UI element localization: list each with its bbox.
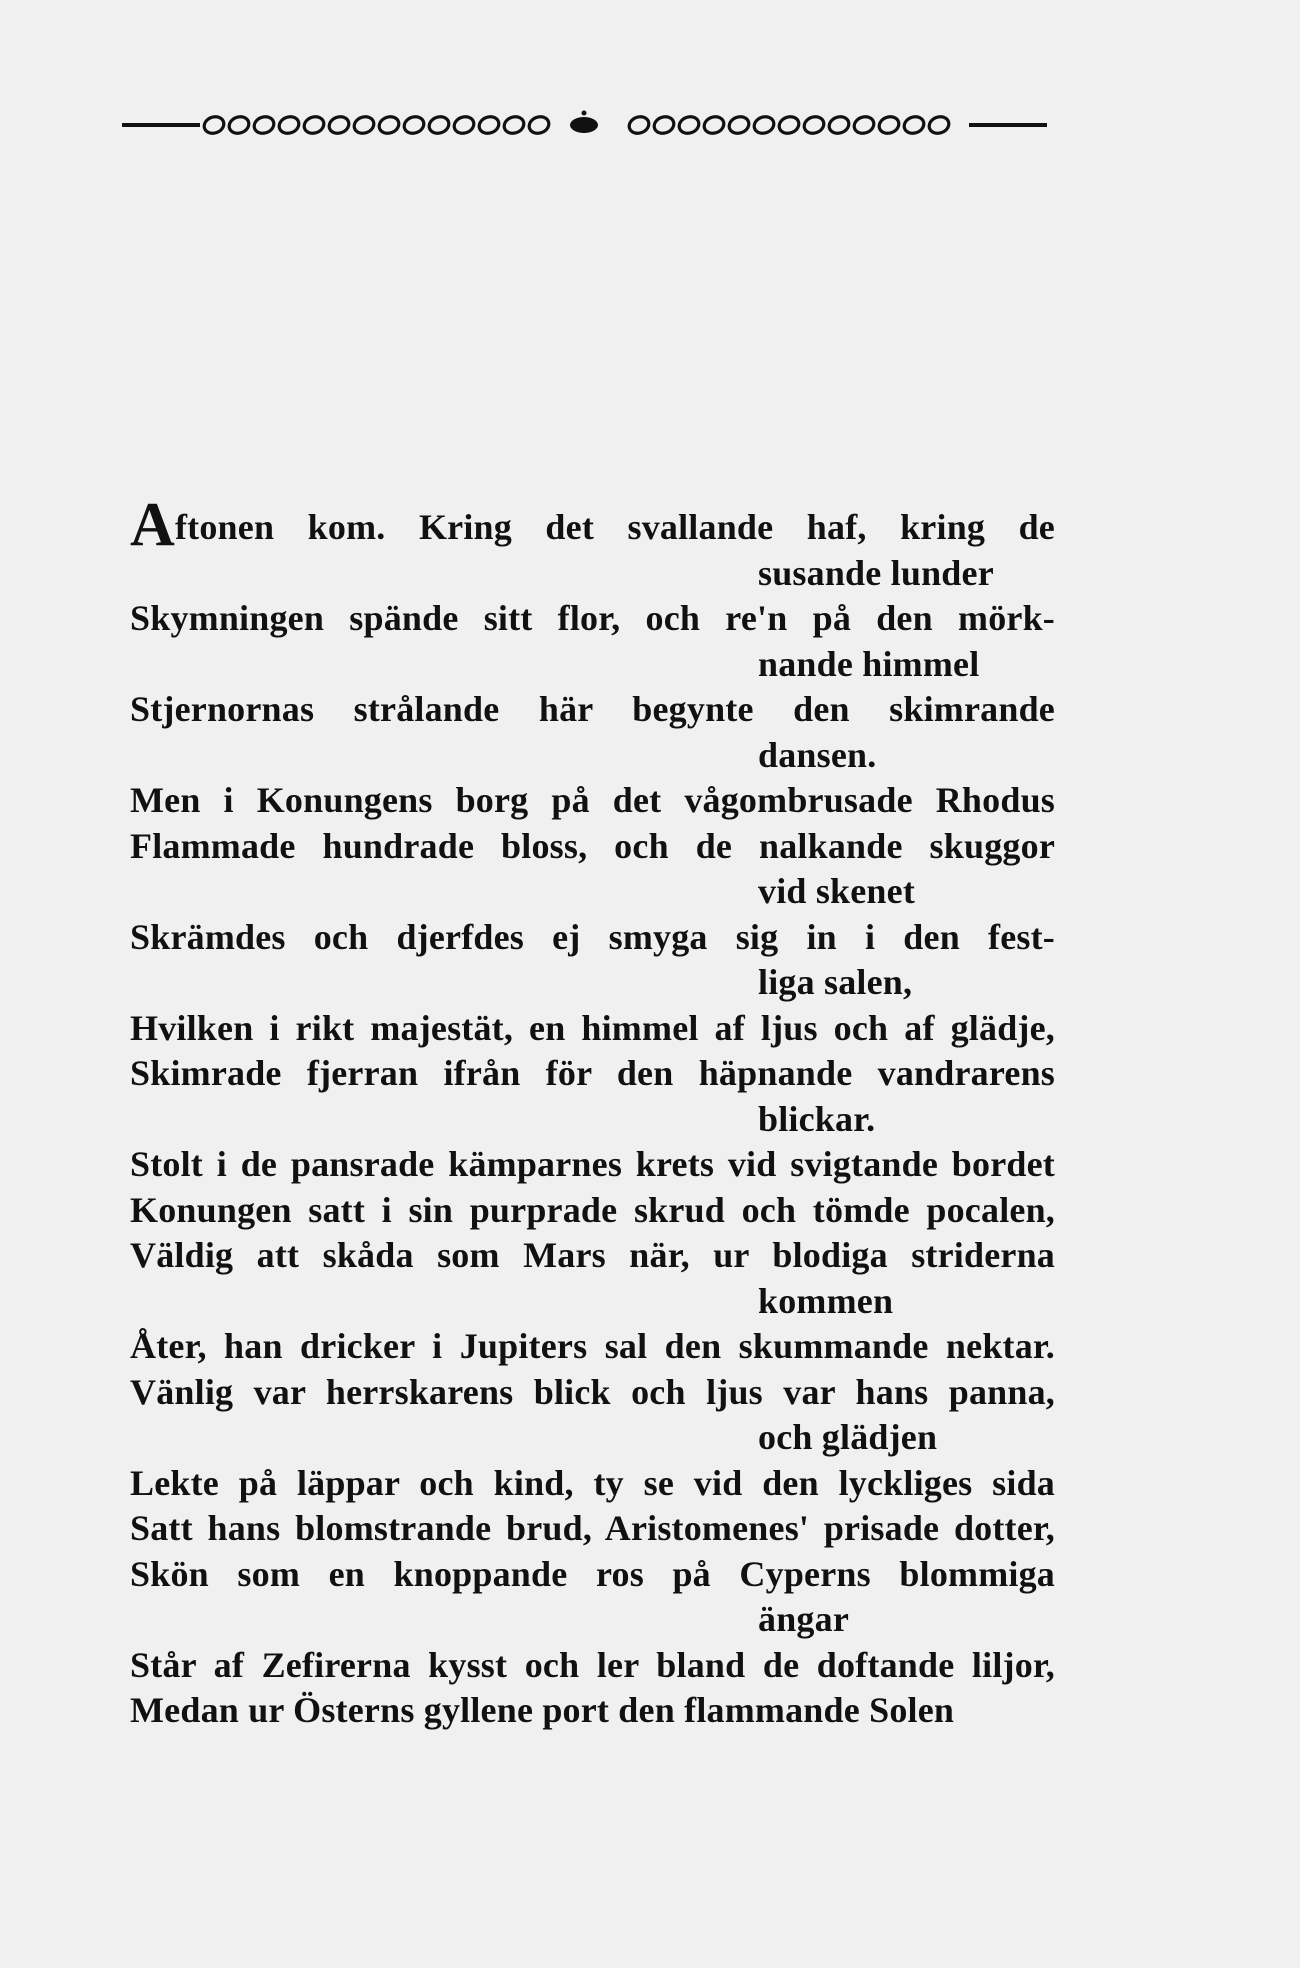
poem-line	[130, 491, 1055, 559]
poem-line	[130, 1051, 1055, 1097]
poem-line	[130, 596, 1055, 642]
chain-link	[402, 114, 426, 136]
chain-link	[852, 114, 876, 136]
chain-link	[202, 114, 226, 136]
poem-line-continuation: liga salen,	[758, 962, 913, 1002]
poem-line-continuation: blickar.	[758, 1098, 876, 1139]
poem-line	[130, 1324, 1055, 1370]
chain-link	[302, 114, 326, 136]
poem-text	[130, 491, 1055, 1734]
poem-line-text: Skimrade fjerran ifrån för den häpnande vandrarens	[130, 1053, 1055, 1093]
poem-line-text: Väldig att skåda som Mars när, ur blodiga striderna	[130, 1235, 1055, 1275]
poem-line	[130, 687, 1055, 733]
chain-link	[477, 114, 501, 136]
poem-line	[130, 1006, 1055, 1052]
poem-line-continuation: vid skenet	[758, 871, 916, 911]
chain-link	[352, 114, 376, 136]
chain-link	[527, 114, 551, 136]
poem-line-text: Hvilken i rikt majestät, en himmel af ljus och af glädje,	[130, 1007, 1055, 1048]
chain-link	[252, 114, 276, 136]
poem-line	[130, 1688, 1055, 1734]
poem-line	[130, 778, 1055, 824]
poem-line-text: Står af Zefirerna kysst och ler bland de doftande liljor,	[130, 1644, 1055, 1685]
chain-link	[752, 114, 776, 136]
chain-link	[452, 114, 476, 136]
chain-link	[702, 114, 726, 136]
chain-link	[502, 114, 526, 136]
chain-link	[877, 114, 901, 136]
chain-link	[227, 114, 251, 136]
chain-link	[277, 114, 301, 136]
poem-line	[130, 1643, 1055, 1689]
chain-link	[727, 114, 751, 136]
poem-line	[130, 1188, 1055, 1234]
ornamental-rule-icon	[122, 110, 1047, 140]
drop-cap: A	[130, 491, 175, 559]
poem-line-text: Skön som en knoppande ros på Cyperns blommiga	[130, 1553, 1055, 1594]
poem-line-text: Stolt i de pansrade kämparnes krets vid svigtande bordet	[130, 1144, 1055, 1184]
poem-line	[130, 915, 1055, 961]
chain-link	[627, 114, 651, 136]
chain-link	[777, 114, 801, 136]
chain-link	[927, 114, 951, 136]
poem-line-text: Medan ur Österns gyllene port den flammande Solen	[130, 1690, 955, 1730]
poem-line	[130, 1142, 1055, 1188]
chain-link	[902, 114, 926, 136]
poem-line-continuation: dansen.	[758, 734, 877, 775]
poem-line-text: Konungen satt i sin purprade skrud och tömde pocalen,	[130, 1189, 1055, 1230]
chain-link	[827, 114, 851, 136]
chain-link	[652, 114, 676, 136]
poem-line-text: Lekte på läppar och kind, ty se vid den lyckliges sida	[130, 1462, 1055, 1503]
poem-line-text: Flammade hundrade bloss, och de nalkande skuggor	[130, 825, 1055, 866]
poem-line-text: ftonen kom. Kring det svallande haf, kring de	[174, 507, 1055, 547]
poem-line	[130, 1461, 1055, 1507]
poem-line-text: Åter, han dricker i Jupiters sal den skummande nektar.	[130, 1326, 1055, 1366]
poem-line	[130, 1233, 1055, 1279]
chain-link	[377, 114, 401, 136]
poem-line-text: Stjernornas strålande här begynte den skimrande	[130, 689, 1055, 729]
chain-link	[427, 114, 451, 136]
poem-line	[130, 824, 1055, 870]
poem-line	[130, 1506, 1055, 1552]
poem-line-continuation: ängar	[758, 1599, 849, 1639]
poem-line-continuation: kommen	[758, 1280, 894, 1321]
poem-line-continuation: och glädjen	[758, 1417, 938, 1457]
poem-line-continuation: susande lunder	[758, 552, 994, 593]
poem-line-text: Skrämdes och djerfdes ej smyga sig in i den fest-	[130, 916, 1055, 957]
poem-line-continuation: nande himmel	[758, 643, 980, 684]
chain-link	[802, 114, 826, 136]
poem-line-text: Vänlig var herrskarens blick och ljus var hans panna,	[130, 1371, 1055, 1412]
poem-line-text: Skymningen spände sitt flor, och re'n på den mörk-	[130, 598, 1055, 638]
chain-link	[327, 114, 351, 136]
poem-line-text: Men i Konungens borg på det vågombrusade Rhodus	[130, 780, 1055, 820]
poem-line-text: Satt hans blomstrande brud, Aristomenes' prisade dotter,	[130, 1508, 1055, 1548]
poem-line	[130, 1370, 1055, 1416]
chain-link	[677, 114, 701, 136]
poem-line	[130, 1552, 1055, 1598]
